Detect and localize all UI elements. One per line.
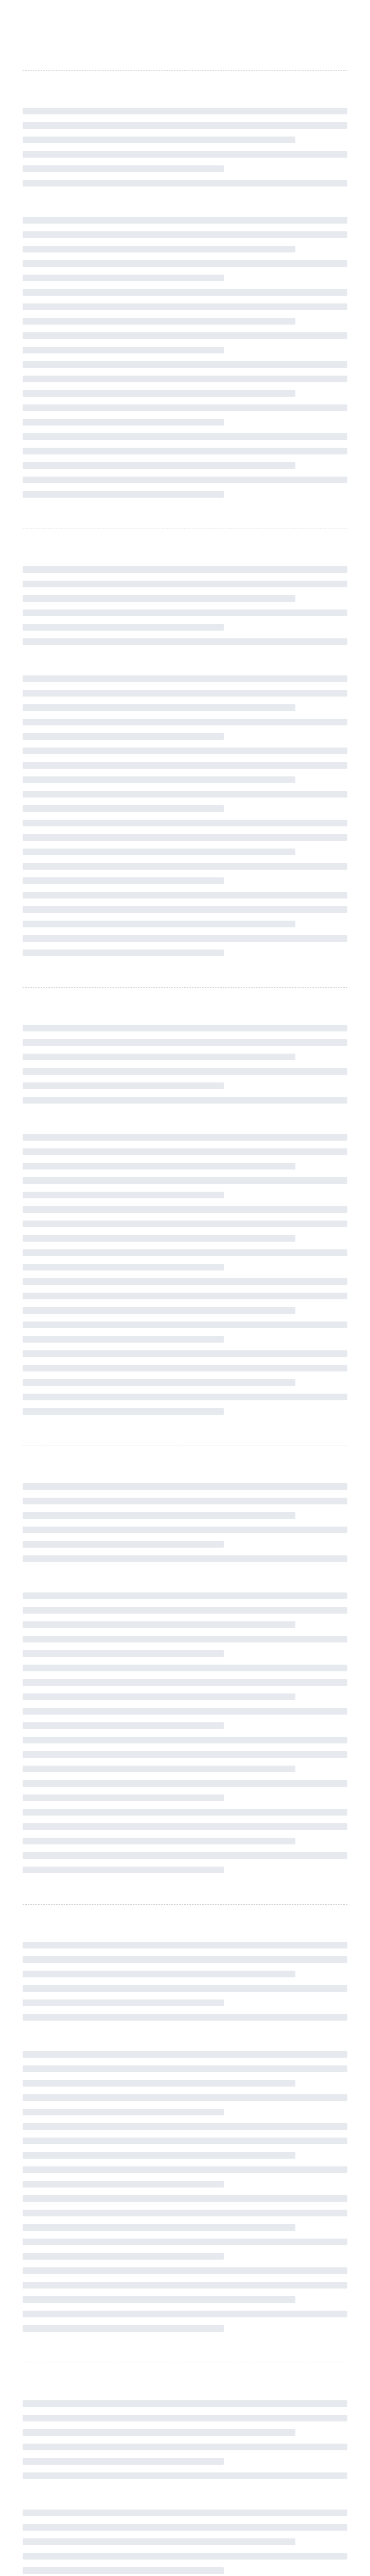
example-essay-placeholder-line <box>23 1379 295 1386</box>
example-essay-placeholder-line <box>23 675 347 682</box>
example-essay-placeholder-line <box>23 2224 295 2231</box>
exercise-requirement-placeholder-line <box>23 122 347 129</box>
example-essay-placeholder-line <box>23 2325 224 2332</box>
example-essay-placeholder-line <box>23 1867 224 1873</box>
example-essay-label <box>23 661 347 673</box>
example-essay-placeholder-line <box>23 2510 347 2516</box>
exercise-requirement-placeholder-line <box>23 1555 347 1562</box>
unit-heading <box>23 1909 347 1924</box>
exercise-requirement-text <box>23 1483 347 1571</box>
example-essay-placeholder-line <box>23 776 295 783</box>
example-essay-placeholder-line <box>23 2166 347 2173</box>
example-essay-placeholder-line <box>23 289 347 296</box>
example-essay-placeholder-line <box>23 1809 347 1816</box>
unit-heading <box>23 1450 347 1466</box>
example-essay-text <box>23 1592 347 1881</box>
unit-section <box>23 1446 347 1904</box>
example-essay-placeholder-line <box>23 1321 347 1328</box>
exercise-requirement-text <box>23 2400 347 2488</box>
example-essay-placeholder-line <box>23 2239 347 2245</box>
example-essay-placeholder-line <box>23 1163 295 1170</box>
exercise-requirement-placeholder-line <box>23 2415 347 2421</box>
example-essay-placeholder-line <box>23 1394 347 1400</box>
unit-section <box>23 987 347 1446</box>
example-essay-placeholder-line <box>23 1177 347 1184</box>
exercise-requirement-placeholder-line <box>23 2429 295 2436</box>
exercise-requirement-text <box>23 566 347 654</box>
example-essay-text <box>23 2510 347 2576</box>
example-essay-label <box>23 2037 347 2049</box>
example-essay-placeholder-line <box>23 950 224 956</box>
example-essay-label <box>23 202 347 215</box>
exercise-requirement-placeholder-line <box>23 1097 347 1104</box>
example-essay-placeholder-line <box>23 2282 347 2289</box>
example-essay-text <box>23 675 347 964</box>
unit-heading <box>23 992 347 1007</box>
exercise-requirement-placeholder-line <box>23 1985 347 1992</box>
exercise-requirement-placeholder-line <box>23 638 347 645</box>
exercise-requirement-placeholder-line <box>23 137 295 143</box>
example-essay-placeholder-line <box>23 318 295 325</box>
example-essay-placeholder-line <box>23 477 347 483</box>
example-essay-placeholder-line <box>23 246 295 252</box>
example-essay-placeholder-line <box>23 1780 347 1787</box>
example-essay-placeholder-line <box>23 1621 295 1628</box>
exercise-requirement-placeholder-line <box>23 566 347 573</box>
example-essay-placeholder-line <box>23 2553 347 2560</box>
exercise-requirement-text <box>23 1942 347 2029</box>
example-essay-placeholder-line <box>23 303 347 310</box>
exercise-requirement-placeholder-line <box>23 1512 295 1519</box>
unit-section <box>23 1904 347 2363</box>
example-essay-placeholder-line <box>23 390 295 397</box>
exercise-requirement-placeholder-line <box>23 609 347 616</box>
example-essay-text <box>23 2051 347 2340</box>
exercise-requirement-label <box>23 2386 347 2398</box>
document-subtitle <box>23 42 347 65</box>
example-essay-placeholder-line <box>23 2094 347 2101</box>
exercise-requirement-placeholder-line <box>23 1541 224 1548</box>
example-essay-placeholder-line <box>23 1693 295 1700</box>
example-essay-placeholder-line <box>23 1408 224 1415</box>
example-essay-placeholder-line <box>23 2080 295 2087</box>
example-essay-placeholder-line <box>23 2051 347 2058</box>
example-essay-placeholder-line <box>23 2296 295 2303</box>
example-essay-placeholder-line <box>23 2152 295 2159</box>
exercise-requirement-label <box>23 93 347 106</box>
exercise-requirement-placeholder-line <box>23 1527 347 1533</box>
example-essay-placeholder-line <box>23 1592 347 1599</box>
example-essay-placeholder-line <box>23 2123 347 2130</box>
example-essay-placeholder-line <box>23 231 347 238</box>
example-essay-placeholder-line <box>23 1636 347 1642</box>
exercise-requirement-placeholder-line <box>23 624 224 631</box>
example-essay-placeholder-line <box>23 2109 224 2115</box>
example-essay-placeholder-line <box>23 2567 224 2574</box>
example-essay-placeholder-line <box>23 1192 224 1198</box>
example-essay-placeholder-line <box>23 2195 347 2202</box>
example-essay-placeholder-line <box>23 906 347 913</box>
example-essay-placeholder-line <box>23 791 347 798</box>
exercise-requirement-placeholder-line <box>23 1498 347 1504</box>
example-essay-placeholder-line <box>23 2181 224 2188</box>
example-essay-placeholder-line <box>23 1336 224 1343</box>
unit-heading <box>23 75 347 90</box>
example-essay-placeholder-line <box>23 1278 347 1285</box>
example-essay-placeholder-line <box>23 733 224 740</box>
example-essay-placeholder-line <box>23 332 347 339</box>
exercise-requirement-text <box>23 1025 347 1112</box>
exercise-requirement-label <box>23 1010 347 1023</box>
example-essay-placeholder-line <box>23 877 224 884</box>
example-essay-placeholder-line <box>23 1264 224 1270</box>
example-essay-placeholder-line <box>23 1206 347 1213</box>
exercise-requirement-placeholder-line <box>23 1999 224 2006</box>
exercise-requirement-placeholder-line <box>23 2444 347 2450</box>
example-essay-placeholder-line <box>23 935 347 942</box>
example-essay-placeholder-line <box>23 719 347 725</box>
example-essay-placeholder-line <box>23 762 347 769</box>
example-essay-placeholder-line <box>23 260 347 267</box>
exercise-requirement-placeholder-line <box>23 595 295 602</box>
exercise-requirement-placeholder-line <box>23 1039 347 1046</box>
exercise-requirement-placeholder-line <box>23 108 347 114</box>
example-essay-text <box>23 1134 347 1422</box>
example-essay-placeholder-line <box>23 1737 347 1743</box>
exercise-requirement-label <box>23 1927 347 1940</box>
example-essay-placeholder-line <box>23 404 347 411</box>
example-essay-placeholder-line <box>23 462 295 469</box>
example-essay-label <box>23 2495 347 2507</box>
exercise-requirement-placeholder-line <box>23 1082 224 1089</box>
example-essay-placeholder-line <box>23 1766 295 1772</box>
example-essay-placeholder-line <box>23 892 347 899</box>
exercise-requirement-placeholder-line <box>23 151 347 158</box>
example-essay-placeholder-line <box>23 805 224 812</box>
example-essay-placeholder-line <box>23 1650 224 1657</box>
example-essay-placeholder-line <box>23 2267 347 2274</box>
example-essay-placeholder-line <box>23 491 224 498</box>
example-essay-placeholder-line <box>23 1823 347 1830</box>
exercise-requirement-placeholder-line <box>23 165 224 172</box>
example-essay-placeholder-line <box>23 921 295 927</box>
unit-section <box>23 529 347 987</box>
example-essay-placeholder-line <box>23 2524 347 2531</box>
example-essay-placeholder-line <box>23 1148 347 1155</box>
example-essay-placeholder-line <box>23 217 347 224</box>
exercise-requirement-placeholder-line <box>23 581 347 587</box>
unit-section <box>23 70 347 529</box>
exercise-requirement-text <box>23 108 347 195</box>
example-essay-placeholder-line <box>23 704 295 711</box>
example-essay-placeholder-line <box>23 1665 347 1671</box>
example-essay-placeholder-line <box>23 433 347 440</box>
example-essay-placeholder-line <box>23 863 347 870</box>
example-essay-placeholder-line <box>23 1293 347 1299</box>
exercise-requirement-placeholder-line <box>23 2400 347 2407</box>
unit-section <box>23 2363 347 2576</box>
example-essay-placeholder-line <box>23 1852 347 1859</box>
example-essay-placeholder-line <box>23 1307 295 1314</box>
example-essay-placeholder-line <box>23 347 224 353</box>
example-essay-placeholder-line <box>23 376 347 382</box>
example-essay-placeholder-line <box>23 1838 295 1844</box>
example-essay-placeholder-line <box>23 1235 295 1242</box>
example-essay-placeholder-line <box>23 448 347 454</box>
example-essay-placeholder-line <box>23 2253 224 2260</box>
exercise-requirement-placeholder-line <box>23 180 347 187</box>
example-essay-text <box>23 217 347 505</box>
exercise-requirement-placeholder-line <box>23 1025 347 1031</box>
exercise-requirement-label <box>23 552 347 564</box>
example-essay-placeholder-line <box>23 1794 224 1801</box>
example-essay-placeholder-line <box>23 1221 347 1227</box>
unit-heading <box>23 2367 347 2383</box>
exercise-requirement-placeholder-line <box>23 2014 347 2021</box>
example-essay-label <box>23 1578 347 1590</box>
example-essay-placeholder-line <box>23 1134 347 1141</box>
example-essay-placeholder-line <box>23 2538 295 2545</box>
example-essay-placeholder-line <box>23 820 347 826</box>
exercise-requirement-placeholder-line <box>23 1068 347 1075</box>
exercise-requirement-placeholder-line <box>23 1054 295 1060</box>
example-essay-placeholder-line <box>23 419 224 426</box>
example-essay-placeholder-line <box>23 834 347 841</box>
exercise-requirement-label <box>23 1469 347 1481</box>
unit-heading <box>23 533 347 549</box>
example-essay-placeholder-line <box>23 2311 347 2317</box>
exercise-requirement-placeholder-line <box>23 1942 347 1948</box>
example-essay-placeholder-line <box>23 275 224 281</box>
exercise-requirement-placeholder-line <box>23 2472 347 2479</box>
exercise-requirement-placeholder-line <box>23 1956 347 1963</box>
example-essay-placeholder-line <box>23 361 347 368</box>
example-essay-placeholder-line <box>23 2065 347 2072</box>
exercise-requirement-placeholder-line <box>23 1483 347 1490</box>
example-essay-placeholder-line <box>23 690 347 697</box>
example-essay-placeholder-line <box>23 849 295 855</box>
example-essay-placeholder-line <box>23 1249 347 1256</box>
example-essay-placeholder-line <box>23 1679 347 1686</box>
example-essay-label <box>23 1120 347 1132</box>
example-essay-placeholder-line <box>23 1365 347 1371</box>
example-essay-placeholder-line <box>23 1751 347 1758</box>
exercise-requirement-placeholder-line <box>23 1971 295 1977</box>
example-essay-placeholder-line <box>23 748 347 754</box>
example-essay-placeholder-line <box>23 1607 347 1614</box>
example-essay-placeholder-line <box>23 1350 347 1357</box>
example-essay-placeholder-line <box>23 1722 224 1729</box>
document-title <box>23 0 347 42</box>
example-essay-placeholder-line <box>23 1708 347 1715</box>
unit-list <box>23 70 347 2576</box>
example-essay-placeholder-line <box>23 2210 347 2216</box>
exercise-requirement-placeholder-line <box>23 2458 224 2465</box>
example-essay-placeholder-line <box>23 2138 347 2144</box>
